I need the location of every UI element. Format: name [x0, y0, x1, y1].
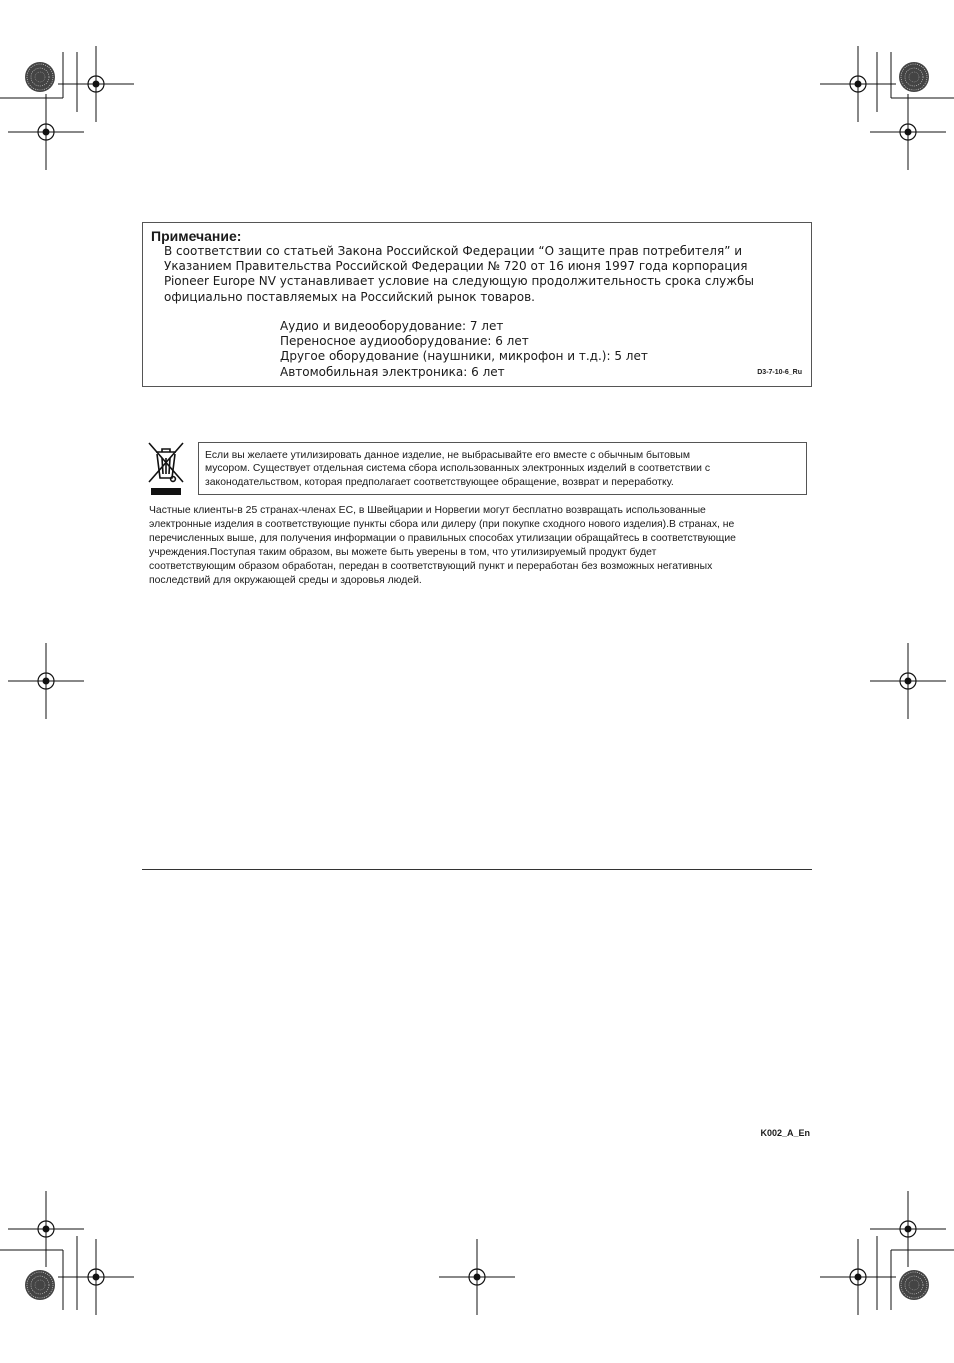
registration-crosshair-icon: [820, 46, 896, 122]
disposal-notice-box: [198, 442, 807, 495]
registration-crosshair-icon: [8, 94, 84, 170]
horizontal-divider: [142, 869, 812, 870]
note-line: В соответствии со статьей Закона Российской Федерации “О защите прав потребителя” и: [164, 244, 743, 258]
disposal-notice-line: мусором. Существует отдельная система сбора использованных электронных изделий в соответствии с: [205, 463, 711, 475]
registration-crosshair-icon: [439, 1239, 515, 1315]
note-line: официально поставляемых на Российский рынок товаров.: [164, 289, 535, 304]
registration-crosshair-icon: [58, 46, 134, 122]
star-target-icon: [25, 1270, 55, 1300]
disposal-info-paragraph: [149, 504, 736, 588]
disposal-info-line: последствий для окружающей среды и здоровья людей.: [149, 575, 422, 586]
service-life-item: Аудио и видеооборудование: 7 лет: [280, 319, 504, 333]
note-paragraph: [164, 244, 804, 305]
note-line: Указанием Правительства Российской Федерации № 720 от 16 июня 1997 года корпорация: [164, 259, 748, 274]
registration-crosshair-icon: [870, 643, 946, 719]
registration-crosshair-icon: [870, 1191, 946, 1267]
disposal-notice-line: законодательством, которая предполагает соответствующее обращение, возврат и переработку.: [205, 476, 674, 488]
service-life-item: Другое оборудование (наушники, микрофон и т.д.): 5 лет: [280, 349, 648, 364]
page-code: K002_A_En: [760, 1128, 810, 1138]
disposal-notice-line: Если вы желаете утилизировать данное изделие, не выбрасывайте его вместе с обычным бытовым: [205, 450, 690, 461]
disposal-info-line: учреждения.Поступая таким образом, вы можете быть уверены в том, что утилизируемый продукт будет: [149, 547, 657, 558]
crossed-out-wheelie-bin-icon: [148, 441, 184, 497]
service-life-item: Автомобильная электроника: 6 лет: [280, 364, 505, 379]
star-target-icon: [899, 62, 929, 92]
star-target-icon: [25, 62, 55, 92]
disposal-info-line: перечисленных выше, для получения информации о правильных способах утилизации обращайтесь в соответствующие: [149, 533, 736, 544]
service-life-note: [142, 222, 812, 387]
note-line: Pioneer Europe NV устанавливает условие на следующую продолжительность срока службы: [164, 274, 754, 289]
service-life-list: [280, 319, 648, 380]
note-code: D3-7-10-6_Ru: [757, 369, 802, 376]
registration-crosshair-icon: [8, 1191, 84, 1267]
disposal-info-line: соответствующим образом обработан, передан в соответствующий пункт и переработан без возможных негативных: [149, 561, 713, 572]
registration-crosshair-icon: [820, 1239, 896, 1315]
service-life-item: Переносное аудиооборудование: 6 лет: [280, 334, 529, 349]
star-target-icon: [899, 1270, 929, 1300]
registration-crosshair-icon: [870, 94, 946, 170]
registration-crosshair-icon: [58, 1239, 134, 1315]
registration-crosshair-icon: [8, 643, 84, 719]
disposal-info-line: Частные клиенты-в 25 странах-членах ЕС, в Швейцарии и Норвегии могут бесплатно возвращать использованные: [149, 505, 706, 516]
note-title: Примечание:: [151, 228, 242, 244]
disposal-info-line: электронные изделия в соответствующие пункты сбора или дилеру (при покупке сходного нового изделия).В странах, не: [149, 519, 735, 530]
